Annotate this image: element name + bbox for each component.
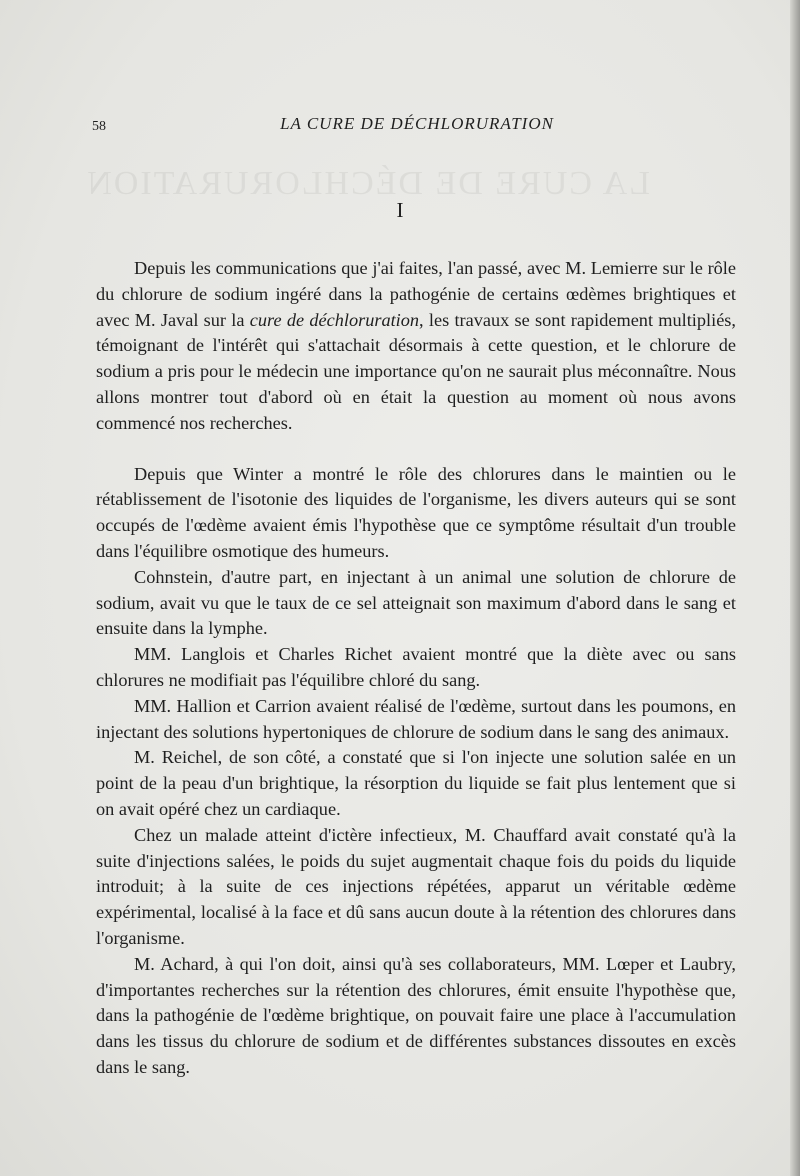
paragraph-5: MM. Hallion et Carrion avaient réalisé de l'œdème, surtout dans les poumons, en injectant des solutions hypertoniques de chlorure de sodium dans le sang des animaux. (96, 695, 736, 742)
page-number: 58 (92, 119, 106, 134)
page-edge-shadow (790, 0, 800, 1176)
paragraph-1: Depuis les communications que j'ai faites, l'an passé, avec M. Lemierre sur le rôle du chlorure de sodium ingéré dans la pathogénie de certains œdèmes brightiques et avec M. Javal sur la cure de déchloruration, les travaux se sont rapidement multipliés, témoignant de l'intérêt qui s'attachait désormais à cette question, et le chlorure de sodium a pris pour le médecin une importance qu'on ne saurait plus méconnaître. Nous allons montrer tout d'abord où en était la question au moment où nous avons commencé nos recherches. (96, 258, 736, 433)
paragraph-3: Cohnstein, d'autre part, en injectant à un animal une solution de chlorure de sodium, avait vu que le taux de ce sel atteignait son maximum d'abord dans le sang et ensuite dans la lymphe. (96, 566, 736, 639)
paragraph-7: Chez un malade atteint d'ictère infectieux, M. Chauffard avait constaté qu'à la suite d'injections salées, le poids du sujet augmentait chaque fois du poids du liquide introduit; à la suite de ces injections répétées, apparut un véritable œdème expérimental, localisé à la face et dû sans aucun doute à la rétention des chlorures dans l'organisme. (96, 824, 736, 948)
paragraph-8: M. Achard, à qui l'on doit, ainsi qu'à ses collaborateurs, MM. Lœper et Laubry, d'importantes recherches sur la rétention des chlorures, émit ensuite l'hypothèse que, dans la pathogénie de l'œdème brightique, on pouvait faire une place à l'accumulation dans les tissus du chlorure de sodium et de différentes substances dissoutes en excès dans le sang. (96, 953, 736, 1077)
running-title: LA CURE DE DÉCHLORURATION (280, 114, 554, 133)
page-header (92, 114, 722, 140)
paragraph-4: MM. Langlois et Charles Richet avaient montré que la diète avec ou sans chlorures ne modifiait pas l'équilibre chloré du sang. (96, 644, 736, 690)
show-through-text: LA CURE DE DÉCHLORURATION (85, 165, 650, 202)
section-number: I (396, 198, 404, 222)
paragraph-2: Depuis que Winter a montré le rôle des chlorures dans le maintien ou le rétablissement de l'isotonie des liquides de l'organisme, les divers auteurs qui se sont occupés de l'œdème avaient émis l'hypothèse que ce symptôme résultait d'un trouble dans l'équilibre osmotique des humeurs. (96, 463, 736, 561)
emphasis-text: cure de déchloruration (249, 309, 420, 330)
paragraph-6: M. Reichel, de son côté, a constaté que si l'on injecte une solution salée en un point de la peau d'un brightique, la résorption du liquide se fait plus lentement que si on avait opéré chez un cardiaque. (96, 747, 736, 819)
body-text (96, 256, 736, 1081)
